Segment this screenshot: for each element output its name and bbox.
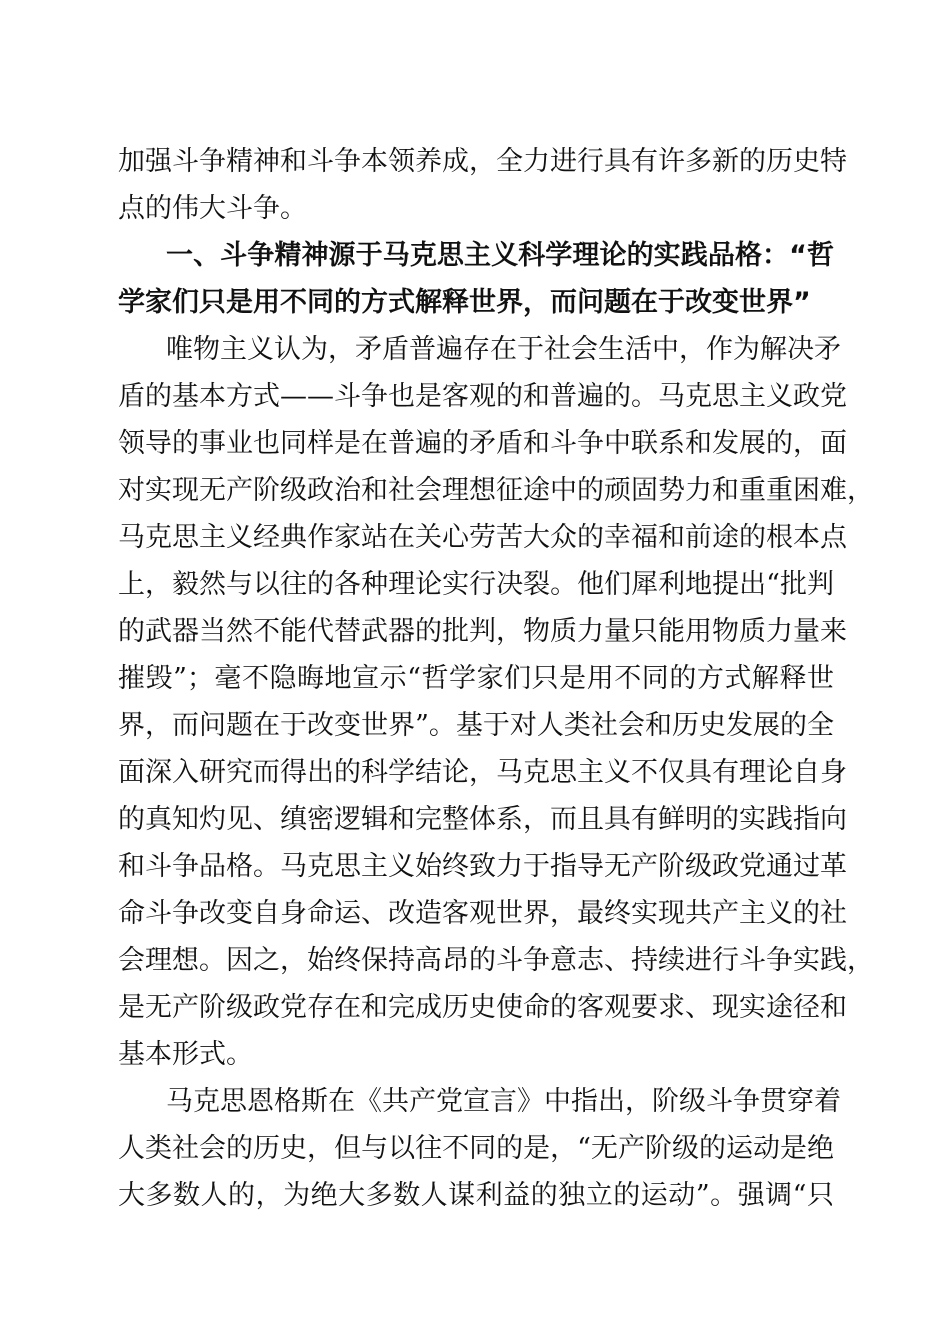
paragraph-line: 摧毁”；毫不隐晦地宣示“哲学家们只是用不同的方式解释世 xyxy=(118,663,834,694)
paragraph-line: 界，而问题在于改变世界”。基于对人类社会和历史发展的全 xyxy=(118,710,834,741)
paragraph-line: 命斗争改变自身命运、改造客观世界，最终实现共产主义的社 xyxy=(118,898,847,929)
section-heading-line: 学家们只是用不同的方式解释世界，而问题在于改变世界” xyxy=(118,287,811,318)
paragraph-line: 的武器当然不能代替武器的批判，物质力量只能用物质力量来 xyxy=(118,616,847,647)
paragraph-line: 领导的事业也同样是在普遍的矛盾和斗争中联系和发展的，面 xyxy=(118,428,847,459)
paragraph-line: 面深入研究而得出的科学结论，马克思主义不仅具有理论自身 xyxy=(118,757,847,788)
paragraph-line: 的真知灼见、缜密逻辑和完整体系，而且具有鲜明的实践指向 xyxy=(118,804,847,835)
paragraph-line: 对实现无产阶级政治和社会理想征途中的顽固势力和重重困难， xyxy=(118,475,874,506)
section-heading-line: 一、斗争精神源于马克思主义科学理论的实践品格：“哲 xyxy=(166,240,834,271)
intro-line: 点的伟大斗争。 xyxy=(118,193,307,224)
paragraph-line: 盾的基本方式——斗争也是客观的和普遍的。马克思主义政党 xyxy=(118,381,847,412)
paragraph-line: 会理想。因之，始终保持高昂的斗争意志、持续进行斗争实践， xyxy=(118,945,874,976)
paragraph-line: 大多数人的，为绝大多数人谋利益的独立的运动”。强调“只 xyxy=(118,1180,834,1211)
paragraph-line: 马克思主义经典作家站在关心劳苦大众的幸福和前途的根本点 xyxy=(118,522,847,553)
paragraph-line: 人类社会的历史，但与以往不同的是，“无产阶级的运动是绝 xyxy=(118,1133,834,1164)
intro-line: 加强斗争精神和斗争本领养成，全力进行具有许多新的历史特 xyxy=(118,146,847,177)
paragraph-line: 马克思恩格斯在《共产党宣言》中指出，阶级斗争贯穿着 xyxy=(166,1086,841,1117)
paragraph-line: 是无产阶级政党存在和完成历史使命的客观要求、现实途径和 xyxy=(118,992,847,1023)
paragraph-line: 唯物主义认为，矛盾普遍存在于社会生活中，作为解决矛 xyxy=(166,334,841,365)
paragraph-line: 上，毅然与以往的各种理论实行决裂。他们犀利地提出“批判 xyxy=(118,569,834,600)
paragraph-line: 和斗争品格。马克思主义始终致力于指导无产阶级政党通过革 xyxy=(118,851,847,882)
paragraph-line: 基本形式。 xyxy=(118,1039,253,1070)
